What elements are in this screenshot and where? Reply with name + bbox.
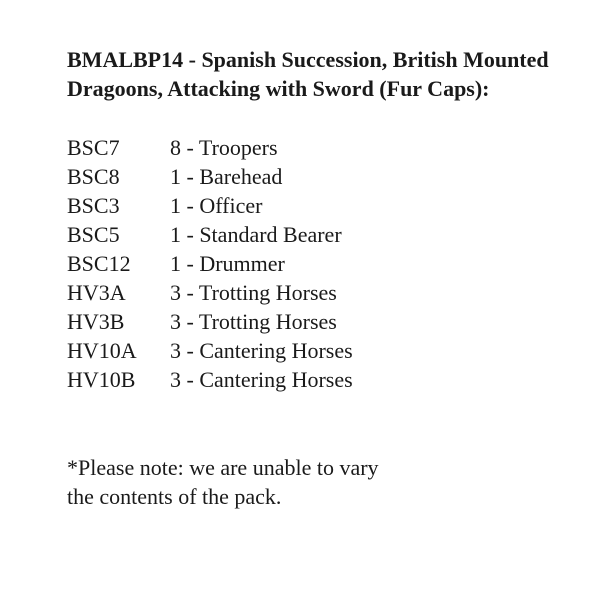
list-item — [67, 278, 547, 307]
list-item — [67, 307, 547, 336]
pack-title — [67, 45, 587, 103]
item-description: 8 - Troopers — [170, 135, 278, 160]
item-description: 3 - Cantering Horses — [170, 367, 353, 392]
item-code: HV10B — [67, 367, 136, 392]
item-description: 1 - Drummer — [170, 251, 285, 276]
pack-note — [67, 453, 547, 511]
list-item — [67, 365, 547, 394]
list-item — [67, 162, 547, 191]
pack-note-line-1: *Please note: we are unable to vary — [67, 455, 379, 480]
item-code: BSC5 — [67, 222, 120, 247]
pack-contents-list — [67, 133, 547, 394]
item-code: HV3A — [67, 280, 126, 305]
item-description: 1 - Officer — [170, 193, 263, 218]
item-description: 1 - Standard Bearer — [170, 222, 342, 247]
item-code: HV3B — [67, 309, 125, 334]
item-code: BSC8 — [67, 164, 120, 189]
list-item — [67, 249, 547, 278]
pack-title-line-1: BMALBP14 - Spanish Succession, British Mounted — [67, 47, 549, 72]
list-item — [67, 336, 547, 365]
item-code: BSC7 — [67, 135, 120, 160]
list-item — [67, 133, 547, 162]
item-description: 3 - Cantering Horses — [170, 338, 353, 363]
item-code: HV10A — [67, 338, 137, 363]
item-description: 3 - Trotting Horses — [170, 309, 337, 334]
list-item — [67, 191, 547, 220]
item-description: 1 - Barehead — [170, 164, 283, 189]
list-item — [67, 220, 547, 249]
item-description: 3 - Trotting Horses — [170, 280, 337, 305]
item-code: BSC12 — [67, 251, 131, 276]
item-code: BSC3 — [67, 193, 120, 218]
pack-title-line-2: Dragoons, Attacking with Sword (Fur Caps): — [67, 76, 490, 101]
pack-note-line-2: the contents of the pack. — [67, 484, 282, 509]
